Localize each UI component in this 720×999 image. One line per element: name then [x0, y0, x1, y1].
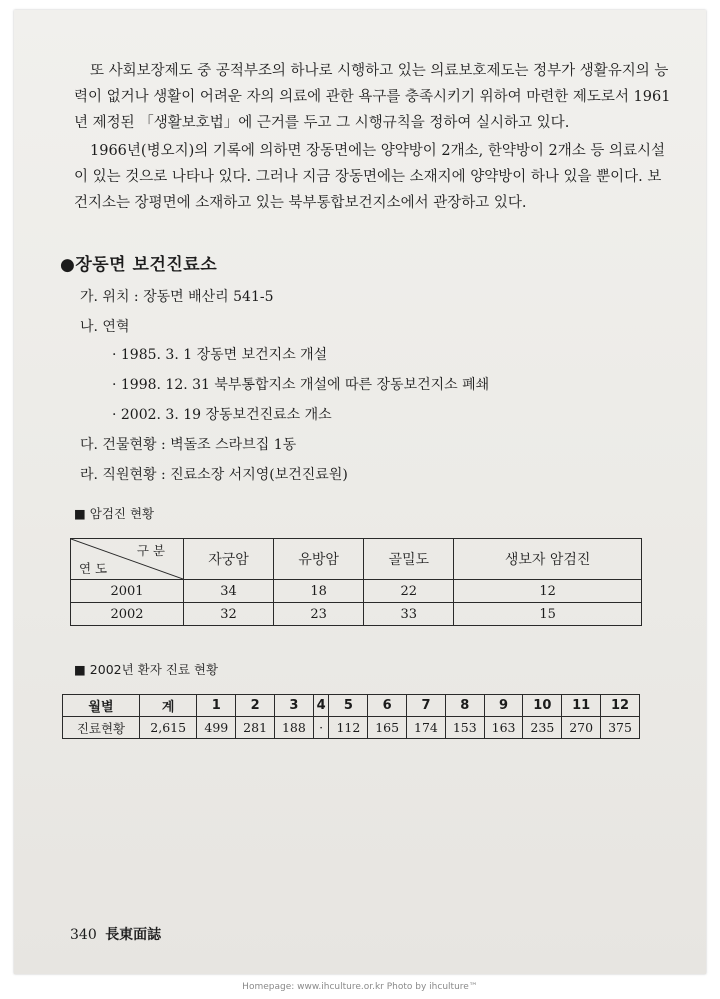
value-cell: 188 [275, 717, 314, 739]
page-number: 340 [70, 927, 97, 943]
table1-header: 골밀도 [364, 539, 454, 580]
row-label-cell: 진료현황 [63, 717, 140, 739]
table2-header: 10 [523, 695, 562, 717]
table1-header: 자궁암 [184, 539, 274, 580]
table2-header: 5 [329, 695, 368, 717]
history-item: · 2002. 3. 19 장동보건진료소 개소 [112, 407, 332, 423]
value-cell: 235 [523, 717, 562, 739]
value-cell: 112 [329, 717, 368, 739]
value-cell: 33 [364, 603, 454, 626]
value-cell: 165 [368, 717, 407, 739]
table2-header: 7 [407, 695, 446, 717]
table2-header: 8 [445, 695, 484, 717]
corner-bottom-label: 연 도 [79, 561, 108, 576]
value-cell: 163 [484, 717, 523, 739]
table2-header: 9 [484, 695, 523, 717]
intro-paragraphs [74, 58, 672, 216]
value-cell: 270 [562, 717, 601, 739]
value-cell: 174 [407, 717, 446, 739]
value-cell: 153 [445, 717, 484, 739]
history-item: · 1985. 3. 1 장동면 보건지소 개설 [112, 347, 328, 363]
value-cell: 499 [197, 717, 236, 739]
paragraph-2: 1966년(병오지)의 기록에 의하면 장동면에는 양약방이 2개소, 한약방이 2개소 등 의료시설이 있는 것으로 나타나 있다. 그러나 지금 장동면에는 소재지에 양약방이 하나 있을 뿐이다. 보건지소는 장평면에 소재하고 있는 북부통합보건지소에서 관장하고 있다. [74, 143, 665, 211]
value-cell: 34 [184, 580, 274, 603]
info-history-label: 나. 연혁 [80, 319, 130, 335]
table2-header: 12 [601, 695, 640, 717]
corner-top-label: 구 분 [136, 543, 165, 558]
value-cell: 375 [601, 717, 640, 739]
table2-caption: ■ 2002년 환자 진료 현황 [74, 662, 219, 677]
history-item: · 1998. 12. 31 북부통합지소 개설에 따른 장동보건지소 폐쇄 [112, 377, 490, 393]
table2-header: 계 [139, 695, 196, 717]
year-cell: 2001 [71, 580, 184, 603]
paragraph-1: 또 사회보장제도 중 공적부조의 하나로 시행하고 있는 의료보호제도는 정부가 생활유지의 능력이 없거나 생활이 어려운 자의 의료에 관한 욕구를 충족시키기 위하여 마련한 제도로서 1961년 제정된 「생활보호법」에 근거를 두고 그 시행규칙을 정하여 실시하고 있다. [74, 63, 671, 131]
info-location: 가. 위치 : 장동면 배산리 541-5 [80, 289, 274, 305]
value-cell: 15 [454, 603, 642, 626]
value-cell: 281 [236, 717, 275, 739]
section-title: ●장동면 보건진료소 [60, 255, 218, 275]
table1-header: 생보자 암검진 [454, 539, 642, 580]
value-cell: · [313, 717, 329, 739]
page-footer [70, 924, 161, 944]
info-staff: 라. 직원현황 : 진료소장 서지영(보건진료원) [80, 467, 348, 483]
table2-header: 11 [562, 695, 601, 717]
table1-caption: ■ 암검진 현황 [74, 506, 155, 521]
book-title: 長東面誌 [105, 927, 162, 943]
table2-header: 2 [236, 695, 275, 717]
photo-credit: Homepage: www.ihculture.or.kr Photo by ihculture™ [242, 982, 478, 992]
table-row [71, 603, 642, 626]
value-cell: 18 [274, 580, 364, 603]
patient-treatment-table [62, 694, 640, 739]
table-row [71, 580, 642, 603]
value-cell: 22 [364, 580, 454, 603]
value-cell: 12 [454, 580, 642, 603]
table1-corner-cell [71, 539, 184, 580]
value-cell: 32 [184, 603, 274, 626]
cancer-screening-table [70, 538, 642, 626]
info-building: 다. 건물현황 : 벽돌조 스라브집 1동 [80, 437, 297, 453]
value-cell: 2,615 [139, 717, 196, 739]
table2-header: 6 [368, 695, 407, 717]
year-cell: 2002 [71, 603, 184, 626]
table2-header: 월별 [63, 695, 140, 717]
table2-header: 3 [275, 695, 314, 717]
table2-header: 4 [313, 695, 329, 717]
table-row [63, 717, 640, 739]
value-cell: 23 [274, 603, 364, 626]
table1-header: 유방암 [274, 539, 364, 580]
document-page [14, 10, 706, 974]
table2-header: 1 [197, 695, 236, 717]
